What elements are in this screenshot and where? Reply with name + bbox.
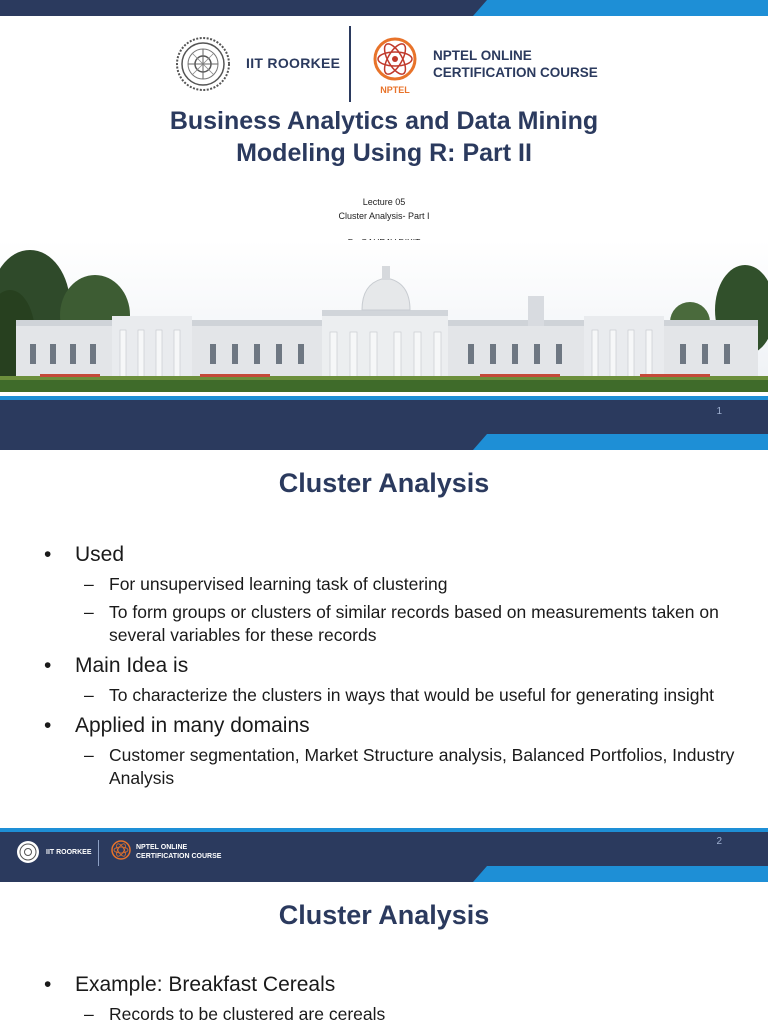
slide2-footer-accent [0,828,768,832]
lecture-number: Lecture 05 [362,197,406,207]
nptel-logo-icon [110,840,132,866]
slide3-top-bar [0,866,768,882]
lecture-info [0,195,768,223]
slide2-bullet-list [44,536,744,790]
course-title-line-1: Business Analytics and Data Mining [169,107,599,135]
footer-nptel-name [136,843,221,861]
footer-institute-name: IIT ROORKEE [46,849,92,856]
slide2-top-bar [0,434,768,450]
sub-bullet: – To form groups or clusters of similar records based on measurements taken on several variables for these records [44,601,744,647]
title-slide [0,0,768,448]
sub-bullet: – For unsupervised learning task of clustering [44,573,744,596]
top-decorative-bar [0,0,768,16]
course-title-line-2: Modeling Using R: Part II [236,139,532,167]
cluster-analysis-example-slide [0,866,768,1024]
campus-building-image [0,240,768,392]
nptel-logo-icon [371,35,419,97]
logo-row [0,30,768,110]
nptel-line-1: NPTEL ONLINE [433,48,532,63]
sub-bullet: – Records to be clustered are cereals [44,1003,744,1024]
bullet-example: • Example: Breakfast Cereals [44,972,744,998]
slide3-title: Cluster Analysis [278,900,490,930]
slide1-page-number: 1 [716,406,722,417]
nptel-line-2: CERTIFICATION COURSE [433,65,598,80]
footer-nptel-line-1: NPTEL ONLINE [136,844,188,851]
slide3-top-accent [473,866,768,882]
slide2-page-number: 2 [716,836,722,847]
bullet-used: • Used [44,542,744,568]
logo-divider [349,26,351,102]
bullet-applied: • Applied in many domains [44,713,744,739]
course-title [0,105,768,169]
footer-logo-divider [98,840,99,866]
nptel-badge-text: NPTEL [380,85,410,95]
slide3-bullet-list [44,966,744,1024]
sub-bullet: – To characterize the clusters in ways that would be useful for generating insight [44,684,744,707]
iit-roorkee-emblem-icon [175,36,231,92]
slide2-title: Cluster Analysis [278,468,490,498]
slide1-footer-accent [0,396,768,400]
sub-bullet: – Customer segmentation, Market Structure analysis, Balanced Portfolios, Industry Analysis [44,744,744,790]
institute-name: IIT ROORKEE [246,55,341,71]
lecture-topic: Cluster Analysis- Part I [338,211,430,221]
cluster-analysis-slide [0,434,768,882]
bullet-main-idea: • Main Idea is [44,653,744,679]
top-accent-stripe [473,0,768,16]
slide2-top-accent [473,434,768,450]
nptel-course-name [433,47,598,81]
iit-roorkee-emblem-icon [16,840,40,864]
footer-nptel-line-2: CERTIFICATION COURSE [136,853,222,860]
